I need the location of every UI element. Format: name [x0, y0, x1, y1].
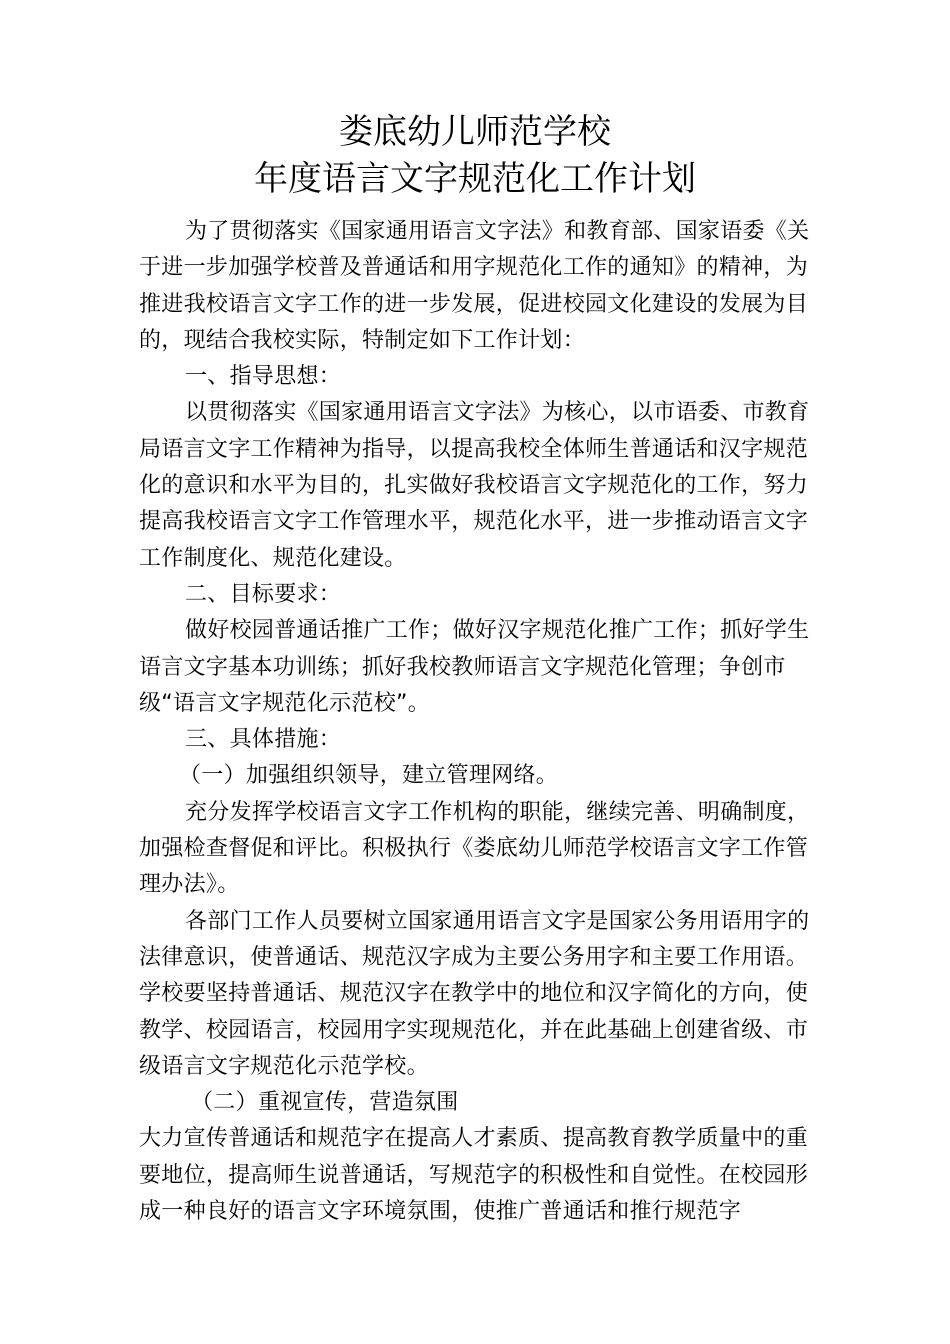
- organization-paragraph: 充分发挥学校语言文字工作机构的职能，继续完善、明确制度，加强检查督促和评比。积极执行《娄底幼儿师范学校语言文字工作管理办法》。: [139, 799, 810, 898]
- departments-paragraph: 各部门工作人员要树立国家通用语言文字是国家公务用语用字的法律意识，使普通话、规范汉字成为主要公务用字和主要工作用语。学校要坚持普通话、规范汉字在教学中的地位和汉字简化的方向，使教学、校园语言，校园用字实现规范化，并在此基础上创建省级、市级语言文字规范化示范学校。: [139, 908, 810, 1079]
- subsection-heading-organization: （一）加强组织领导，建立管理网络。: [179, 763, 559, 789]
- document-title-line-2: 年度语言文字规范化工作计划: [254, 159, 696, 199]
- goals-paragraph: 做好校园普通话推广工作；做好汉字规范化推广工作；抓好学生语言文字基本功训练；抓好我校教师语言文字规范化管理；争创市级“语言文字规范化示范校”。: [139, 618, 810, 716]
- guiding-thought-paragraph: 以贯彻落实《国家通用语言文字法》为核心，以市语委、市教育局语言文字工作精神为指导，以提高我校全体师生普通话和汉字规范化的意识和水平为目的，扎实做好我校语言文字规范化的工作，努力提高我校语言文字工作管理水平，规范化水平，进一步推动语言文字工作制度化、规范化建设。: [139, 400, 810, 571]
- section-heading-guiding-thought: 一、指导思想：: [185, 364, 342, 390]
- document-body: [139, 214, 811, 1230]
- section-heading-goals: 二、目标要求：: [185, 581, 342, 607]
- section-heading-measures: 三、具体措施：: [185, 727, 342, 753]
- document-title-line-1: 娄底幼儿师范学校: [339, 112, 611, 152]
- publicity-paragraph: 大力宣传普通话和规范字在提高人才素质、提高教育教学质量中的重要地位，提高师生说普通话，写规范字的积极性和自觉性。在校园形成一种良好的语言文字环境氛围，使推广普通话和推行规范字: [139, 1126, 809, 1225]
- subsection-heading-publicity: （二）重视宣传，营造氛围: [191, 1090, 459, 1116]
- intro-paragraph: 为了贯彻落实《国家通用语言文字法》和教育部、国家语委《关于进一步加强学校普及普通话和用字规范化工作的通知》的精神，为推进我校语言文字工作的进一步发展，促进校园文化建设的发展为目的，现结合我校实际，特制定如下工作计划：: [139, 219, 810, 353]
